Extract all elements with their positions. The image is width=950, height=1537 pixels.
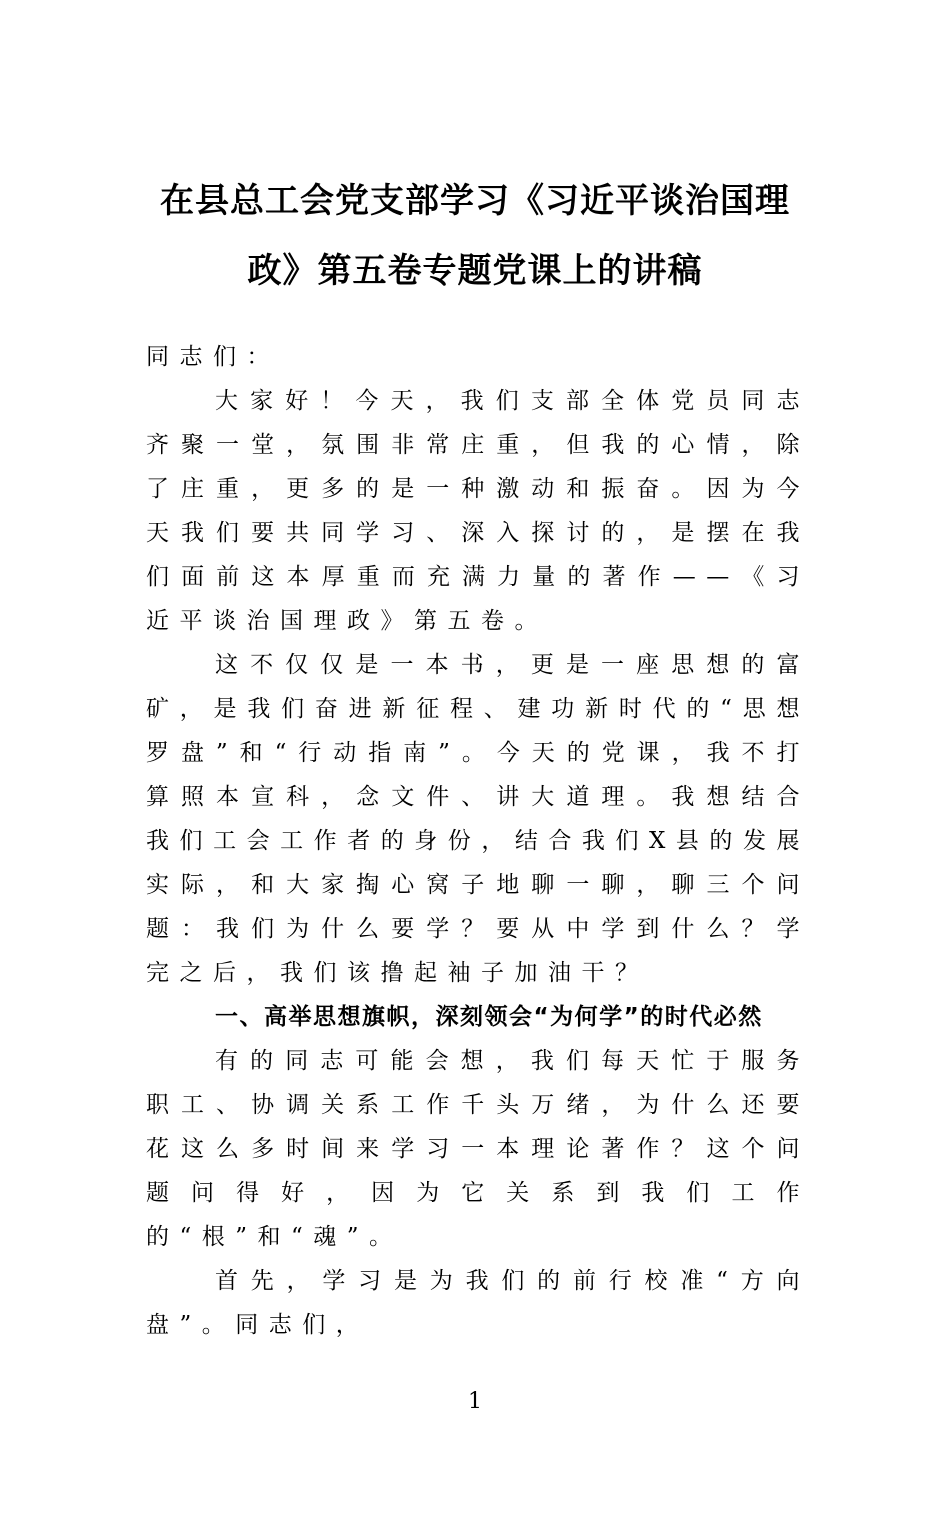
title-line-1: 在县总工会党支部学习《习近平谈治国理 — [160, 181, 790, 221]
paragraph: 首先，学习是为我们的前行校准“方向盘”。同志们， — [146, 1268, 810, 1338]
paragraph: 有的同志可能会想，我们每天忙于服务职工、协调关系工作千头万绪，为什么还要花这么多时间来学习一本理论著作？这个问题问得好，因为它关系到我们工作的“根”和“魂”。 — [146, 1048, 810, 1250]
paragraph: 这不仅仅是一本书，更是一座思想的富矿，是我们奋进新征程、建功新时代的“思想罗盘”和“行动指南”。今天的党课，我不打算照本宣科，念文件、讲大道理。我想结合我们工会工作者的身份，结合我们X县的发展实际，和大家掏心窝子地聊一聊，聊三个问题：我们为什么要学？要从中学到什么？学完之后，我们该撸起袖子加油干？ — [146, 652, 810, 986]
document-title — [120, 166, 830, 306]
title-line-2: 政》第五卷专题党课上的讲稿 — [247, 251, 703, 291]
page-number: 1 — [468, 1389, 482, 1414]
paragraph: 大家好！今天，我们支部全体党员同志齐聚一堂，氛围非常庄重，但我的心情，除了庄重，更多的是一种激动和振奋。因为今天我们要共同学习、深入探讨的，是摆在我们面前这本厚重而充满力量的著作——《习近平谈治国理政》第五卷。 — [146, 388, 810, 634]
section-heading: 一、高举思想旗帜，深刻领会“为何学”的时代必然 — [215, 1004, 763, 1030]
document-body — [146, 335, 810, 1347]
greeting: 同志们： — [146, 344, 280, 370]
